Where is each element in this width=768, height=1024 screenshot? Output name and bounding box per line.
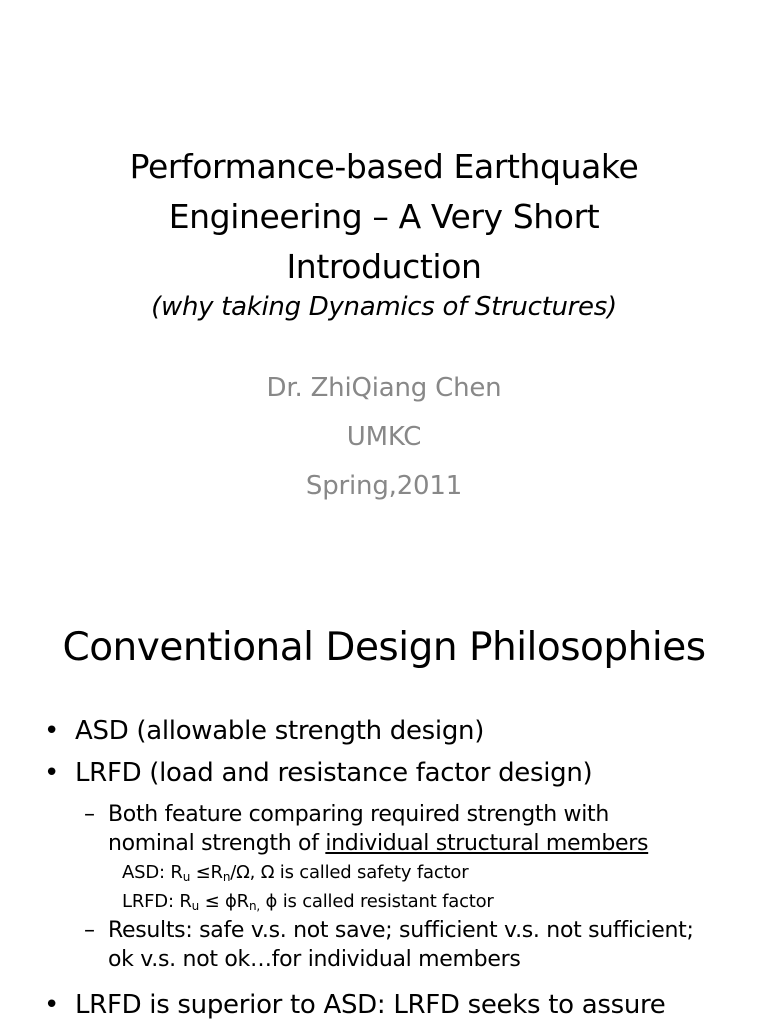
slide-2-title: Conventional Design Philosophies [62,625,706,670]
asd-formula [0,858,768,887]
lrfd-formula-prefix: LRFD: R [122,891,192,912]
sub-bullet-both-line-2-prefix: nominal strength of [108,831,326,856]
sub-bullet-results-line-1: Results: safe v.s. not save; sufficient v.s. not sufficient; [108,918,694,943]
bullet-superior-text: LRFD is superior to ASD: LRFD seeks to assure [75,990,666,1020]
lrfd-formula-suffix: ϕ is called resistant factor [260,891,494,912]
slide-1-subtitle: (why taking Dynamics of Structures) [151,292,617,322]
asd-formula-mid: ≤R [190,862,223,883]
sub-bullet-both-continued [0,829,768,858]
bullet-asd [0,710,768,752]
slide-2 [0,576,768,1024]
asd-formula-prefix: ASD: R [122,862,183,883]
slide-1-title-line-2: Engineering – A Very Short [168,197,600,236]
sub-bullet-results-line-2: ok v.s. not ok…for individual members [108,947,521,972]
institution: UMKC [346,422,422,452]
slide-1-title-block [0,142,768,325]
dash-marker: – [84,918,95,943]
bullet-lrfd [0,752,768,794]
lrfd-formula-mid: ≤ ϕR [199,891,249,912]
lrfd-formula [0,887,768,916]
term: Spring,2011 [305,471,463,501]
sub-bullet-both-line-1: Both feature comparing required strength with [108,802,610,827]
author-name: Dr. ZhiQiang Chen [266,373,502,403]
sub-bullet-both [0,800,768,829]
bullet-asd-text: ASD (allowable strength design) [75,716,485,746]
sub-bullet-results-continued [0,945,768,974]
asd-formula-subscript-u: u [182,870,191,884]
slide-1-author-block [0,364,768,511]
asd-formula-suffix: /Ω, Ω is called safety factor [230,862,469,883]
slide-2-bullet-list [0,710,768,1024]
bullet-marker: • [44,758,60,788]
bullet-lrfd-text: LRFD (load and resistance factor design) [75,758,593,788]
asd-formula-subscript-n: n [222,870,231,884]
slide-1-title-line-3: Introduction [286,247,482,286]
lrfd-formula-subscript-u: u [191,899,200,913]
slide-1-title-line-1: Performance-based Earthquake [129,147,639,186]
dash-marker: – [84,802,95,827]
bullet-marker: • [44,990,60,1020]
bullet-superior [0,984,768,1024]
lrfd-formula-subscript-n: n, [248,899,261,913]
bullet-marker: • [44,716,60,746]
sub-bullet-results [0,916,768,945]
underlined-phrase: individual structural members [325,831,649,856]
